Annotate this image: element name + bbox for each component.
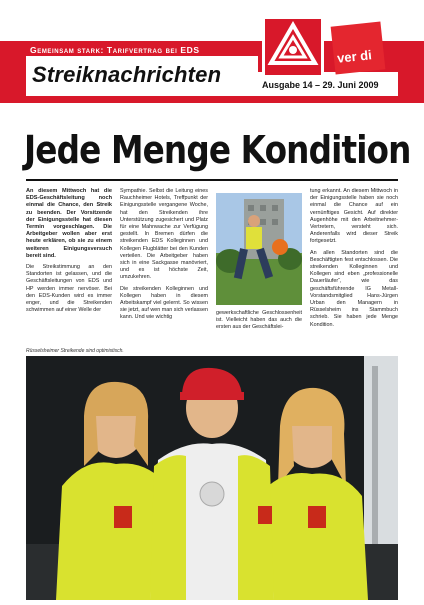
igm-logo [262, 16, 324, 78]
verdi-logo-text: ver di [336, 47, 373, 66]
article-paragraph: Sympathie. Selbst die Leitung eines Rauchheimer Hotels, Treffpunkt der Einigungsstelle vergangene Woche, hat den Streikenden ihre Unterstützung zugesichert und Platz für eine Mahnwache zur Verfügung gestellt. In Bremen dürfen die streikenden EDS Kolleginnen und Kollegen Flugblätter bei den Kunden verteilen. Die Arbeitgeber haben sich in eine Sackgasse manövriert, und es ist höchste Zeit, umzukehren. [120, 188, 208, 281]
article-column-2 [120, 188, 208, 326]
article-paragraph: tung erkannt. An diesem Mittwoch in der Einigungsstelle haben sie noch einmal die Chance auf ein vernünftiges Gesicht. Auf direkter Augenhöhe mit den Arbeitnehmer-Vertretern, versteht sich. Anderenfalls wird dieser Streik fortgesetzt. [310, 188, 398, 245]
article-column-3 [216, 310, 302, 336]
headline-rule [26, 179, 398, 181]
article-headline: Jede Menge Kondition [24, 128, 411, 172]
article-paragraph: An allen Standorten sind die Beschäftigten fest entschlossen. Die streikenden Kolleginnen und Kollegen sind eben „professionelle Dauerläufer“, wie das geschäftsführende IG Metall-Vorstandsmitglied Hans-Jürgen Urban den Managern in Rüsselsheim ins Stammbuch schrieb. Sie haben jede Menge Kondition. [310, 249, 398, 328]
article-column-1 [26, 188, 112, 318]
article-lead: An diesem Mittwoch hat die EDS-Geschäftsleitung noch einmal die Chance, den Streik zu beenden. Der Vorsitzende der Einigungsstelle hat diesen Termin vorgeschlagen. Die Arbeitgeber wollen aber erst heute erklären, ob sie zu einem weiteren Einigungsversuch bereit sind. [26, 188, 112, 259]
article-paragraph: gewerkschaftliche Geschlossenheit ist. Vielleicht haben das auch die ersten aus der Geschäftslei- [216, 310, 302, 331]
issue-date: Ausgabe 14 – 29. Juni 2009 [262, 80, 379, 90]
article-paragraph: Die Streikstimmung an den Standorten ist gelassen, und die Geschäftsleitungen von EDS und HP werden immer nervöser. Bei den EDS-Kunden wird es immer enger, und die Streikenden schwimmen auf einer Welle der [26, 264, 112, 314]
strikers-photo [26, 356, 398, 600]
article-column-4 [310, 188, 398, 333]
masthead-kicker: Gemeinsam stark: Tarifvertrag bei EDS [30, 45, 200, 55]
masthead-title: Streiknachrichten [32, 62, 222, 87]
photo-caption: Rüsselsheimer Streikende sind optimistisch. [26, 348, 124, 354]
top-band [0, 0, 424, 8]
runner-photo [216, 193, 302, 305]
article-paragraph: Die streikenden Kolleginnen und Kollegen haben in diesem Arbeitskampf viel gelernt. So wissen sie jetzt, auf wen man sich verlassen kann. Und wie wichtig [120, 285, 208, 321]
